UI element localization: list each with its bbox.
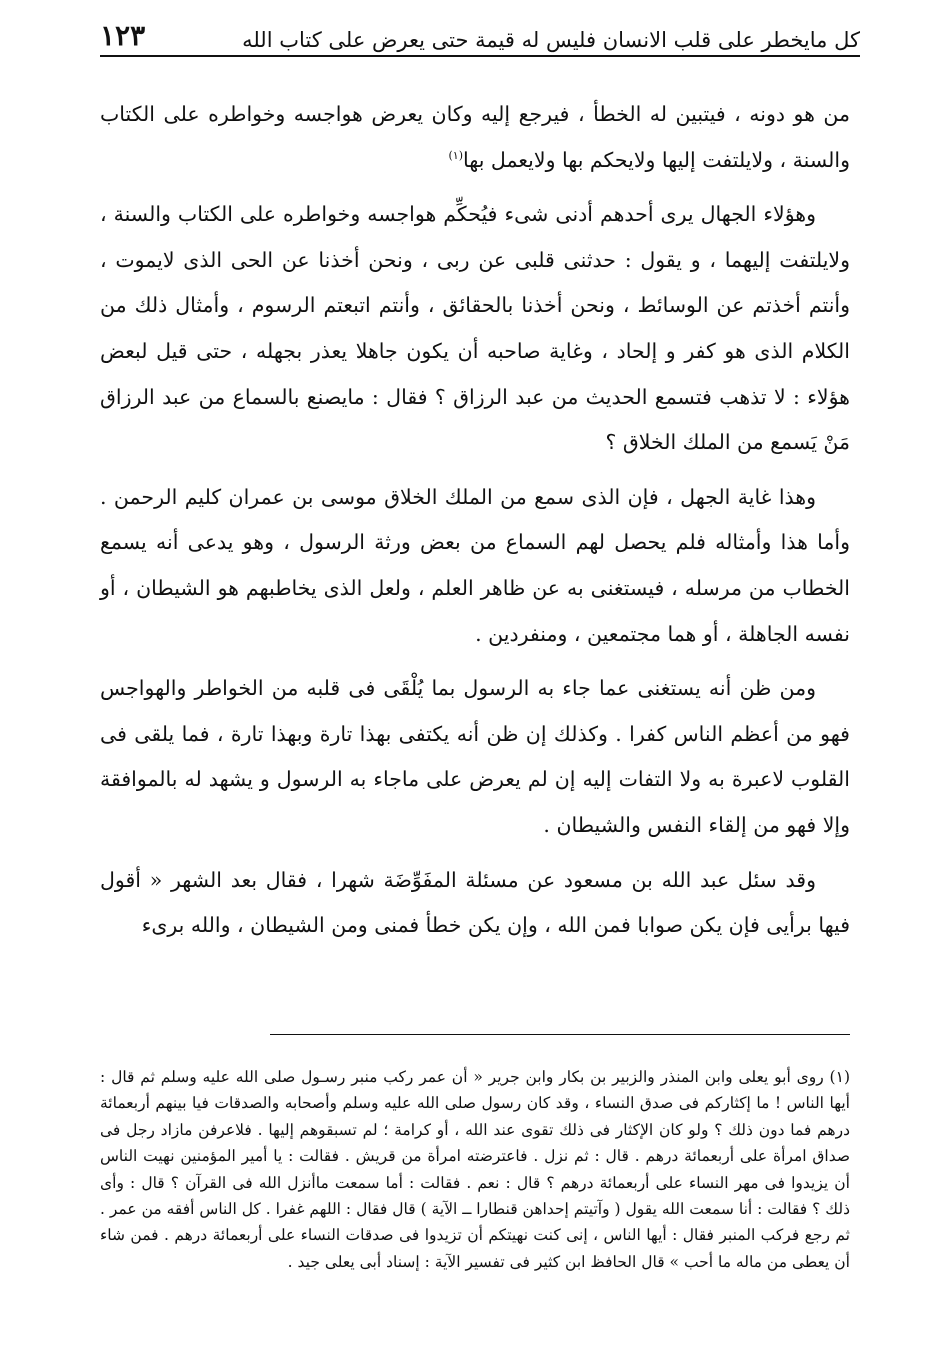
footnote-rule [270,1034,850,1035]
paragraph: وقد سئل عبد الله بن مسعود عن مسئلة المفَوِّضَة شهرا ، فقال بعد الشهر « أقول فيها برأيى فإن يكن صوابا فمن الله ، وإن يكن خطأ فمنى ومن الشيطان ، والله برىء [100,867,850,938]
paragraph: وهؤلاء الجهال يرى أحدهم أدنى شىء فيُحكِّم هواجسه وخواطره على الكتاب والسنة ، ولايلتفت إليهما ، و يقول : حدثنى قلبى عن ربى ، ونحن أخذنا عن الحى الذى لايموت ، وأنتم أخذتم عن الوسائط ، ونحن أخذنا بالحقائق ، وأنتم اتبعتم الرسوم ، وأمثال ذلك من الكلام الذى هو كفر و إلحاد ، وغاية صاحبه أن يكون جاهلا يعذر بجهله ، حتى قيل لبعض هؤلاء : لا تذهب فتسمع الحديث من عبد الرزاق ؟ فقال : مايصنع بالسماع من عبد الرزاق مَنْ يَسمع من الملك الخلاق ؟ [100,202,850,455]
footnote: (١) روى أبو يعلى وابن المنذر والزبير بن بكار وابن جرير « أن عمر ركب منبر رسـول صلى الله عليه وسلم ثم قال : أيها الناس ! ما إكثاركم فى صدق النساء ، وقد كان رسول صلى الله عليه وسلم وأصحابه والصدقات فيا بينهم أربعمائة درهم فما دون ذلك ؟ ولو كان الإكثار فى ذلك تقوى عند الله ، أو كرامة ؛ لم تسبقوهم إليها . فلاعرفن مازاد رجل فى صداق امرأة على أربعمائة درهم . قال : ثم نزل . فاعترضته امرأة من قريش . فقالت : يا أمير المؤمنين نهيت الناس أن يزيدوا فى مهر النساء على أربعمائة درهم ؟ قال : نعم . فقالت : أما سمعت ماأنزل الله فى القرآن ؟ قال : وأى ذلك ؟ فقالت : أنا سمعت الله يقول ( وآتيتم إحداهن قنطارا ــ الآية ) قال فقال : اللهم غفرا . كل الناس أفقه من عمر . ثم رجع فركب المنبر فقال : أيها الناس ، إنى كنت نهيتكم أن تزيدوا فى صدقات النساء على أربعمائة درهم . فمن شاء أن يعطى من ماله ما أحب » قال الحافظ ابن كثير فى تفسير الآية : إسناد أبى يعلى جيد . [100,1068,850,1271]
header-rule [100,55,860,57]
paragraph [100,92,850,183]
paragraph-text: من هو دونه ، فيتبين له الخطأ ، فيرجع إليه وكان يعرض هواجسه وخواطره على الكتاب والسنة ، ولايلتفت إليها ولايحكم بها ولايعمل بها [100,102,850,172]
paragraph: وهذا غاية الجهل ، فإن الذى سمع من الملك الخلاق موسى بن عمران كليم الرحمن . وأما هذا وأمثاله فلم يحصل لهم السماع من بعض ورثة الرسول ، وهو يدعى أنه يسمع الخطاب من مرسله ، فيستغنى به عن ظاهر العلم ، ولعل الذى يخاطبهم هو الشيطان ، أو نفسه الجاهلة ، أو هما مجتمعين ، ومنفردين . [100,484,850,646]
page-number: ١٢٣ [100,19,146,52]
page-header [100,10,860,52]
footnotes [100,1064,850,1275]
main-text [100,92,850,958]
paragraph: ومن ظن أنه يستغنى عما جاء به الرسول بما يُلْقَى فى قلبه من الخواطر والهواجس فهو من أعظم الناس كفرا . وكذلك إن ظن أنه يكتفى بهذا تارة وبهذا تارة ، فما يلقى فى القلوب لاعبرة به ولا التفات إليه إن لم يعرض على ماجاء به الرسول و يشهد له بالموافقة وإلا فهو من إلقاء النفس والشيطان . [100,676,850,837]
footnote-reference: (١) [448,148,463,162]
running-title: كل مايخطر على قلب الانسان فليس له قيمة حتى يعرض على كتاب الله [242,28,860,52]
